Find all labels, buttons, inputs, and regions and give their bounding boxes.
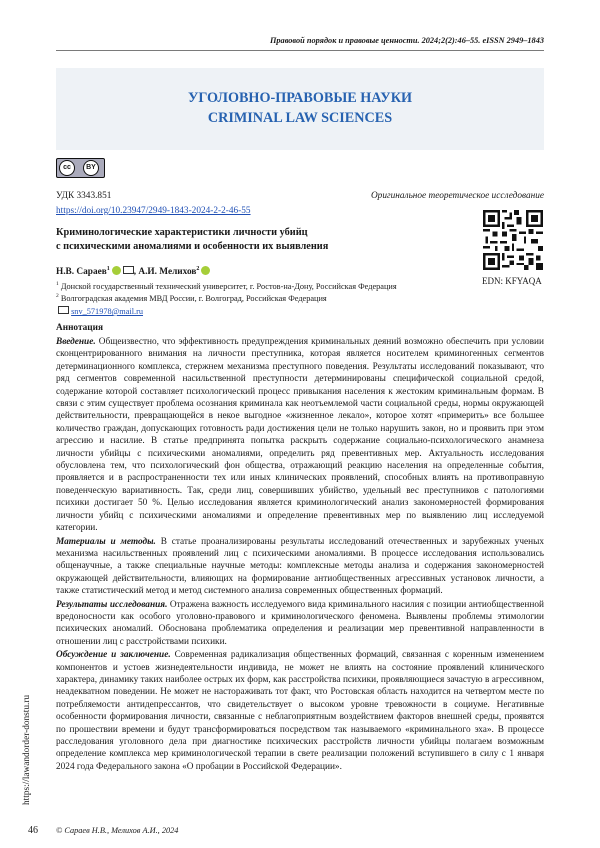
affiliation-sup: 1 <box>56 281 59 287</box>
section-label: Обсуждение и заключение. <box>56 650 171 661</box>
author-name: А.И. Мелихов <box>138 267 197 278</box>
authors-line <box>56 266 210 277</box>
orcid-icon[interactable] <box>201 266 210 275</box>
abstract-body <box>56 336 544 774</box>
creative-commons-by-icon[interactable] <box>56 158 105 178</box>
title-line: с психическими аномалиями и особенности их выявления <box>56 241 329 252</box>
section-label: Материалы и методы. <box>56 536 156 547</box>
by-badge: BY <box>83 160 99 176</box>
author-separator: , <box>133 267 139 278</box>
section-label: Введение. <box>56 337 96 347</box>
section-title-ru: УГОЛОВНО-ПРАВОВЫЕ НАУКИ <box>187 90 413 106</box>
abstract-paragraph <box>56 649 544 773</box>
side-url[interactable]: https://lawandorder-donstu.ru <box>22 694 32 805</box>
section-text: В статье проанализированы результаты исследований отечественных и зарубежных ученых механизма насильственных проявлений лиц с психическими аномалиями. В процессе исследования использовались общенаучные, а также специальные научные методы: комплексные методы анализа и содержания закономерностей окружающей действительности, влияющих на формирование антиобщественных агрессивных установок личности, а также статистический метод и метод системного анализа современных общественных формаций. <box>56 536 544 597</box>
affiliation-sup: 2 <box>56 293 59 299</box>
edn-code: EDN: KFYAQA <box>482 276 542 286</box>
mail-icon[interactable] <box>123 266 134 274</box>
section-text: Современная радикализация общественных формаций, связанная с коренным изменением компонентов и устоев жизнедеятельности индивида, не может не влиять на состояние проявлений клинического характера, динамику таких наиболее острых их форм, как расстройства психики, проявляющиеся зачастую в агрессивном, неадекватном поведении. Не может не настораживать тот факт, что Ростовская область находится на четвертом месте по потребляемости антидепрессантов, что свидетельствует о высоком уровне тревожности в социуме. Негативные особенности формирования личности, связанные с неблагоприятным воздействием факторов внешней среды, проявятся по прошествии времени и будут трансформироваться посредством так называемого «криминального эха». В процессе расследования уголовного дела при диагностике психических расстройств личности убийцы полагаем возможным определение комплекса мер криминологической терапии в свете реализации положений вступившего в силу с 1 января 2024 года Федерального закона «О пробации в Российской Федерации». <box>56 650 544 772</box>
section-text: Отражена важность исследуемого вида криминального насилия с позиции антиобщественной вредоносности как особого уголовно-правового и криминологического феномена. Выявлены проблемы этимологии психических аномалий. Обоснована проблематика определения и реализации мер превентивной направленности в отношении лиц с расстройствами психики. <box>56 599 544 647</box>
section-label: Результаты исследования. <box>56 599 168 610</box>
page-number: 46 <box>28 825 38 836</box>
abstract-paragraph <box>56 599 544 649</box>
affiliation <box>56 293 327 303</box>
article-type: Оригинальное теоретическое исследование <box>370 191 544 201</box>
article-title <box>56 226 461 254</box>
email-link[interactable]: snv_571978@mail.ru <box>71 307 144 316</box>
qr-code-icon <box>483 210 543 270</box>
author-name: Н.В. Сараев <box>56 267 107 278</box>
affiliation <box>56 281 397 291</box>
section-title-en: CRIMINAL LAW SCIENCES <box>207 110 393 126</box>
affiliation-text: Волгоградская академия МВД России, г. Волгоград, Российская Федерация <box>60 293 327 303</box>
title-line: Криминологические характеристики личности убийц <box>56 227 308 238</box>
affiliation-text: Донской государственный технический университет, г. Ростов-на-Дону, Российская Федерация <box>60 281 397 291</box>
author-sup: 1 <box>106 266 110 272</box>
abstract-paragraph <box>56 536 544 598</box>
section-banner <box>56 68 544 150</box>
author-sup: 2 <box>196 266 200 272</box>
journal-citation: Правовой порядок и правовые ценности. 2024;2(2):46–55. eISSN 2949–1843 <box>269 36 544 45</box>
email-line <box>56 306 143 316</box>
cc-badge: cc <box>59 160 75 176</box>
abstract-paragraph <box>56 336 544 535</box>
header-divider <box>56 50 544 51</box>
copyright-line: © Сараев Н.В., Мелихов А.И., 2024 <box>56 826 179 835</box>
orcid-icon[interactable] <box>112 266 121 275</box>
abstract-heading: Аннотация <box>56 323 104 333</box>
udk-code: УДК 3343.851 <box>56 191 112 201</box>
doi-link[interactable]: https://doi.org/10.23947/2949-1843-2024-2-2-46-55 <box>56 206 251 216</box>
mail-icon <box>58 306 69 314</box>
section-text: Общеизвестно, что эффективность предупреждения криминальных деяний возможно обеспечить при условии сконцентрированного внимания на личности преступника, которая является носителем криминогенных сегментов детерминационного комплекса, стержнем механизма преступного поведения. Результаты исследований показывают, что ряд сегментов современной насильственной преступности детерминированы специфической социальной средой, содержание которой составляет психологический процесс привыкания населения к жестоким криминальным формам. В связи с этим существует проблема осознания криминала как неотъемлемой части социальной среды, нормы окружающей действительности, превращающейся в некое выгодное «жизненное лекало», которое хотят «примерить» все большее количество граждан, допускающих готовность ради достижения цели не только нарушить закон, но и проявить при этом агрессию и насилие. В статье предпринята попытка раскрыть содержание социально-психологического анамнеза личности убийцы с психическими аномалиями, определить ряд превентивных мер. Актуальность исследования обусловлена тем, что психологический фон общества, отражающий реакцию населения на определенные события, проявляется и в распространенности тех или иных клинических проявлений, способных влиять на противоправную поведенческую вариативность. Так, среди лиц, совершивших убийство, удельный вес преступников с патологиями психики достигает 50 %. Целью исследования является криминологический анализ закономерностей формирования личности убийц с психическими аномалиями и определение превентивных мер по выявлению лиц исследуемой категории. <box>56 337 544 534</box>
